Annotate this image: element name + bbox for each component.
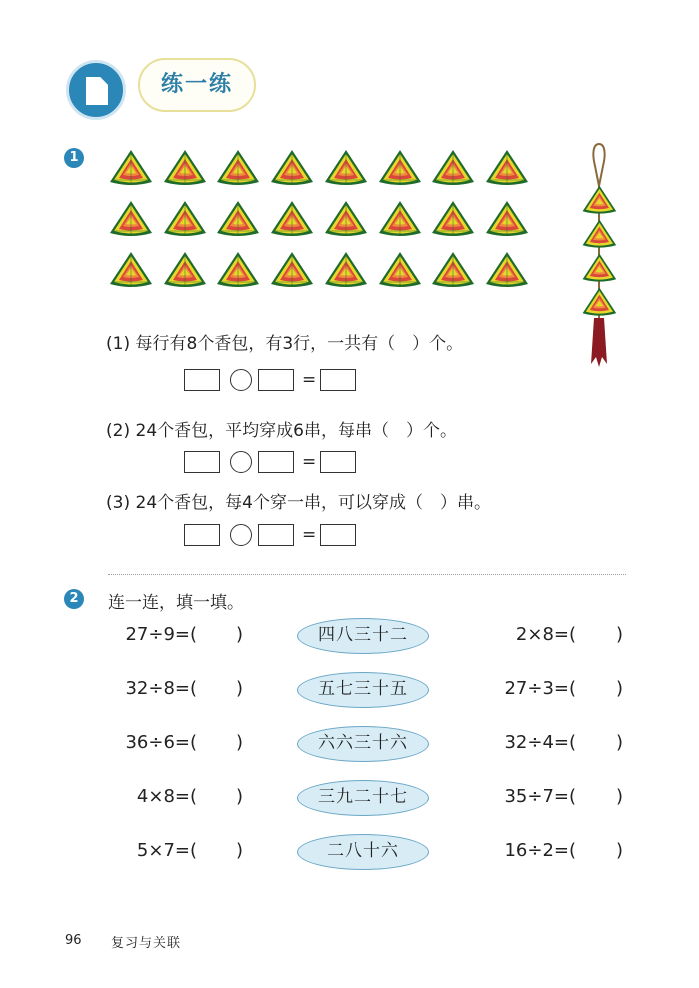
multiplication-rhyme-oval[interactable]: 五七三十五 bbox=[297, 672, 429, 708]
question-number-1: 1 bbox=[64, 148, 84, 168]
footer-section-title: 复习与关联 bbox=[111, 936, 182, 951]
right-answer-blank[interactable]: ) bbox=[616, 624, 624, 645]
q2-instruction: 连一连，填一填。 bbox=[108, 593, 244, 613]
multiplication-rhyme-oval[interactable]: 六六三十六 bbox=[297, 726, 429, 762]
left-answer-blank[interactable]: ) bbox=[236, 624, 244, 645]
q1-part1-label: (1) bbox=[106, 334, 131, 354]
multiplication-rhyme-oval[interactable]: 三九二十七 bbox=[297, 780, 429, 816]
q1-part2-label: (2) bbox=[106, 421, 131, 441]
multiplication-rhyme-oval[interactable]: 四八三十二 bbox=[297, 618, 429, 654]
q1-part1-question: 每行有8个香包，有3行，一共有（ ）个。 bbox=[135, 334, 464, 354]
left-division-expression: 36÷6=( bbox=[125, 732, 197, 753]
equals-sign: = bbox=[302, 370, 317, 390]
left-division-expression: 32÷8=( bbox=[125, 678, 197, 699]
right-expression: 2×8=( bbox=[515, 624, 576, 645]
equals-sign: = bbox=[302, 525, 317, 545]
q1-part3-label: (3) bbox=[106, 493, 131, 513]
right-expression: 16÷2=( bbox=[504, 840, 576, 861]
left-division-expression: 5×7=( bbox=[136, 840, 197, 861]
multiplication-rhyme-oval[interactable]: 二八十六 bbox=[297, 834, 429, 870]
left-answer-blank[interactable]: ) bbox=[236, 786, 244, 807]
right-expression: 32÷4=( bbox=[504, 732, 576, 753]
question-number-2: 2 bbox=[64, 589, 84, 609]
left-answer-blank[interactable]: ) bbox=[236, 678, 244, 699]
left-answer-blank[interactable]: ) bbox=[236, 840, 244, 861]
right-answer-blank[interactable]: ) bbox=[616, 840, 624, 861]
q1-part3-question: 24个香包，每4个穿一串，可以穿成（ ）串。 bbox=[135, 493, 491, 513]
left-division-expression: 27÷9=( bbox=[125, 624, 197, 645]
page-number: 96 bbox=[65, 933, 82, 948]
equals-sign: = bbox=[302, 452, 317, 472]
right-answer-blank[interactable]: ) bbox=[616, 732, 624, 753]
q1-part2-question: 24个香包，平均穿成6串，每串（ ）个。 bbox=[135, 421, 457, 441]
section-title: 练一练 bbox=[138, 58, 256, 112]
right-answer-blank[interactable]: ) bbox=[616, 678, 624, 699]
left-answer-blank[interactable]: ) bbox=[236, 732, 244, 753]
left-division-expression: 4×8=( bbox=[136, 786, 197, 807]
right-answer-blank[interactable]: ) bbox=[616, 786, 624, 807]
right-expression: 27÷3=( bbox=[504, 678, 576, 699]
right-expression: 35÷7=( bbox=[504, 786, 576, 807]
